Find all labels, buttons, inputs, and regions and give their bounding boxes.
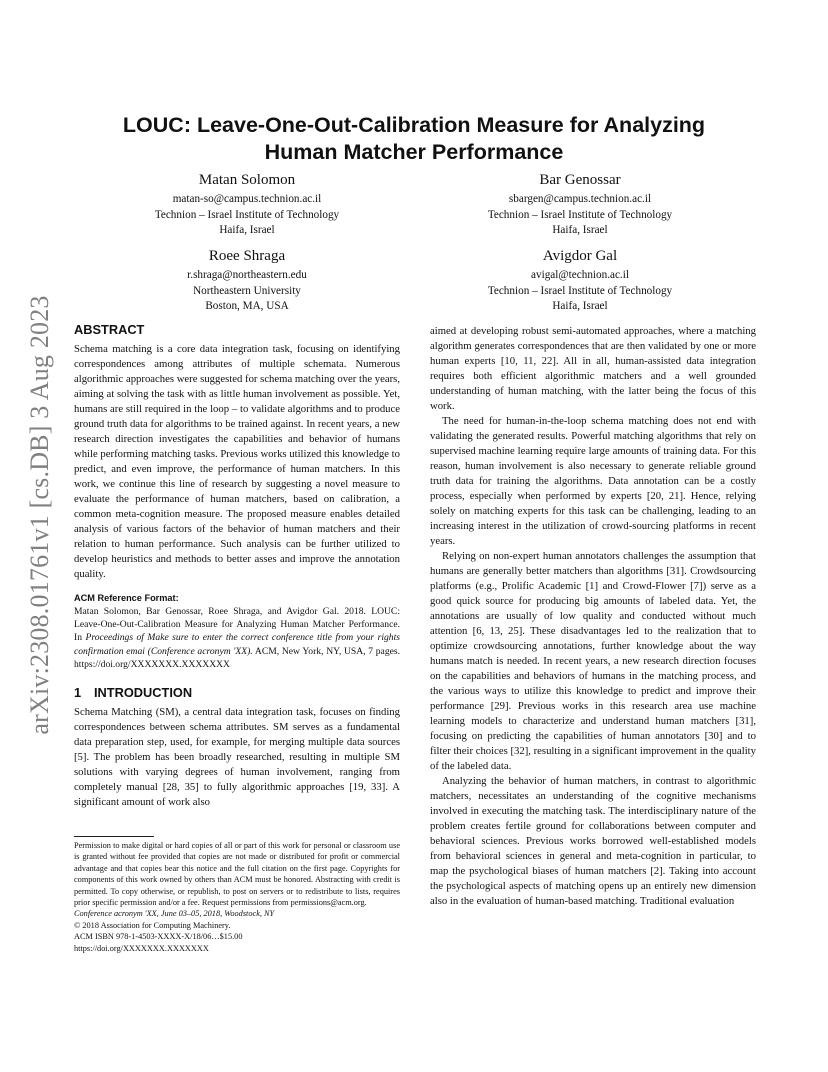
introduction-paragraph: Schema Matching (SM), a central data integration task, focuses on finding correspondences between schema attributes. SM serves as a fundamental data preparation step, used, for example, for merging multiple data sources [5]. The problem has been broadly researched, resulting in multiple SM solutions with varying degrees of human involvement, ranging from completely manual [28, 35] to fully algorithmic approaches [19, 33]. A significant amount of work also (74, 706, 400, 809)
title-line-1: LOUC: Leave-One-Out-Calibration Measure for Analyzing (122, 113, 706, 137)
author-affiliation: Northeastern University (193, 284, 301, 297)
right-column (430, 324, 756, 909)
author-location: Boston, MA, USA (205, 300, 289, 312)
title-line-2: Human Matcher Performance (264, 140, 564, 164)
author-name: Bar Genossar (539, 172, 621, 188)
body-paragraph: The need for human-in-the-loop schema matching does not end with validating the generated results. Powerful matching algorithms that rely on supervised machine learning require large amounts of training data. For this reason, human involvement is also necessary to generate reliable ground truth data for training the algorithms. Data annotation can be a costly process, especially when performed by experts [20, 21]. Hence, relying solely on matching experts for this task can be challenging, leading to an increasing interest in the utilization of crowd-sourcing platforms in recent years. (430, 415, 756, 547)
author-location: Haifa, Israel (552, 224, 608, 236)
acm-reference-part-1: Matan Solomon, Bar Genossar, Roee Shraga, and Avigdor Gal. 2018. LOUC: Leave-One-Out-Calibration Measure for Analyzing Human Matcher Performance. In (74, 606, 400, 644)
left-column (74, 322, 400, 810)
author-email: avigal@technion.ac.il (531, 269, 629, 281)
author-affiliation: Technion – Israel Institute of Technology (487, 284, 673, 297)
author-email: r.shraga@northeastern.edu (187, 269, 307, 281)
abstract-text: Schema matching is a core data integration task, focusing on identifying correspondences among attributes of multiple schemata. Numerous algorithmic approaches were suggested for schema matching over the years, aiming at solving the task with as little human involvement as possible. Yet, humans are still required in the loop – to validate algorithms and to produce ground truth data for algorithms to be trained against. In recent years, a new research direction investigates the capabilities and behavior of humans while performing matching tasks. Previous works utilized this knowledge to predict, and even improve, the performance of human matchers. In this work, we continue this line of research by suggesting a novel measure to evaluate the performance of human matchers, based on calibration, a common meta-cognition measure. The proposed measure enables detailed analysis of various factors of the behavior of human matchers and their relation to human performance. Such analysis can be further utilized to develop heuristics and methods to better asses and improve the annotation quality. (74, 343, 400, 580)
section-number: 1 (74, 685, 82, 701)
author-location: Haifa, Israel (552, 300, 608, 312)
introduction-heading (74, 685, 400, 701)
author-block (97, 247, 397, 315)
author-name: Roee Shraga (208, 248, 286, 264)
author-name: Avigdor Gal (542, 248, 618, 264)
author-block (97, 171, 397, 239)
paper-title (74, 112, 754, 166)
body-paragraph: Relying on non-expert human annotators challenges the assumption that humans are generally better matchers than algorithms [31]. Crowdsourcing platforms (e.g., Prolific Academic [1] and Crowd-Flower [7]) serve as a good quick source for producing big amounts of labeled data. Yet, the annotations are usually of low quality and conducted without much attention [6, 13, 25]. These disadvantages led to the realization that to optimize crowdsourcing annotations, further knowledge about the way humans match is needed. In recent years, a new research direction focuses on the capabilities and behaviors of humans in the matching process, and the various ways to utilize this knowledge to predict and improve their performance [29]. Previous works in this research area use machine learning models to characterize and understand human matchers [31], focusing on predicting the capabilities of human annotators [30] and to filter their choices [32], resulting in a significant improvement in the quality of the labeled data. (430, 550, 756, 772)
acm-reference-proceedings: Proceedings of Make sure to enter the correct conference title from your rights confirmation emai (Conference acronym 'XX). (74, 632, 401, 657)
author-name: Matan Solomon (198, 172, 296, 188)
author-email: sbargen@campus.technion.ac.il (508, 193, 652, 205)
permission-text: Permission to make digital or hard copies of all or part of this work for personal or classroom use is granted without fee provided that copies are not made or distributed for profit or commercial advantage and that copies bear this notice and the full citation on the first page. Copyrights for components of this work owned by others than ACM must be honored. Abstracting with credit is permitted. To copy otherwise, or republish, to post on servers or to redistribute to lists, requires prior specific permission and/or a fee. Request permissions from permissions@acm.org. (74, 841, 400, 908)
footnote-divider (74, 836, 154, 837)
arxiv-identifier-stamp (22, 290, 58, 740)
doi-link: https://doi.org/XXXXXXX.XXXXXXX (74, 943, 209, 953)
acm-reference-text (74, 605, 400, 671)
conference-info: Conference acronym 'XX, June 03–05, 2018, Woodstock, NY (74, 909, 275, 919)
acm-reference-heading: ACM Reference Format: (74, 593, 179, 603)
abstract-heading: ABSTRACT (74, 322, 145, 337)
section-title: INTRODUCTION (94, 685, 193, 701)
author-location: Haifa, Israel (219, 224, 275, 236)
author-affiliation: Technion – Israel Institute of Technology (154, 208, 340, 221)
author-block (430, 247, 730, 315)
author-email: matan-so@campus.technion.ac.il (172, 193, 322, 205)
isbn: ACM ISBN 978-1-4503-XXXX-X/18/06…$15.00 (74, 932, 243, 942)
copyright-notice: © 2018 Association for Computing Machinery. (74, 920, 231, 930)
body-paragraph: Analyzing the behavior of human matchers, in contrast to algorithmic matchers, necessitates an understanding of the cognitive mechanisms involved in executing the matching task. The interdisciplinary nature of the problem creates fertile ground for collaborations between computer and behavioral sciences. Previous works borrowed well-established models from behavioral sciences in general and meta-cognition in particular, to map the psychological biases of human matchers [2]. Taking into account the psychological aspects of matching opens up an entirely new dimension also in the evaluation of human-based matching. Traditional evaluation (430, 775, 756, 907)
body-paragraph: aimed at developing robust semi-automated approaches, where a matching algorithm generates correspondences that are then validated by one or more human experts [10, 11, 22]. All in all, human-assisted data integration requires both efficient algorithmic matchers and a well grounded understanding of human matching, with the latter being the focus of this work. (430, 325, 756, 412)
acm-reference-part-2: ACM, New York, NY, USA, 7 pages. https://doi.org/XXXXXXX.XXXXXXX (74, 645, 401, 670)
permission-footnote (74, 840, 400, 954)
arxiv-identifier-text: arXiv:2308.01761v1 [cs.DB] 3 Aug 2023 (25, 295, 54, 735)
author-affiliation: Technion – Israel Institute of Technology (487, 208, 673, 221)
author-block (430, 171, 730, 239)
